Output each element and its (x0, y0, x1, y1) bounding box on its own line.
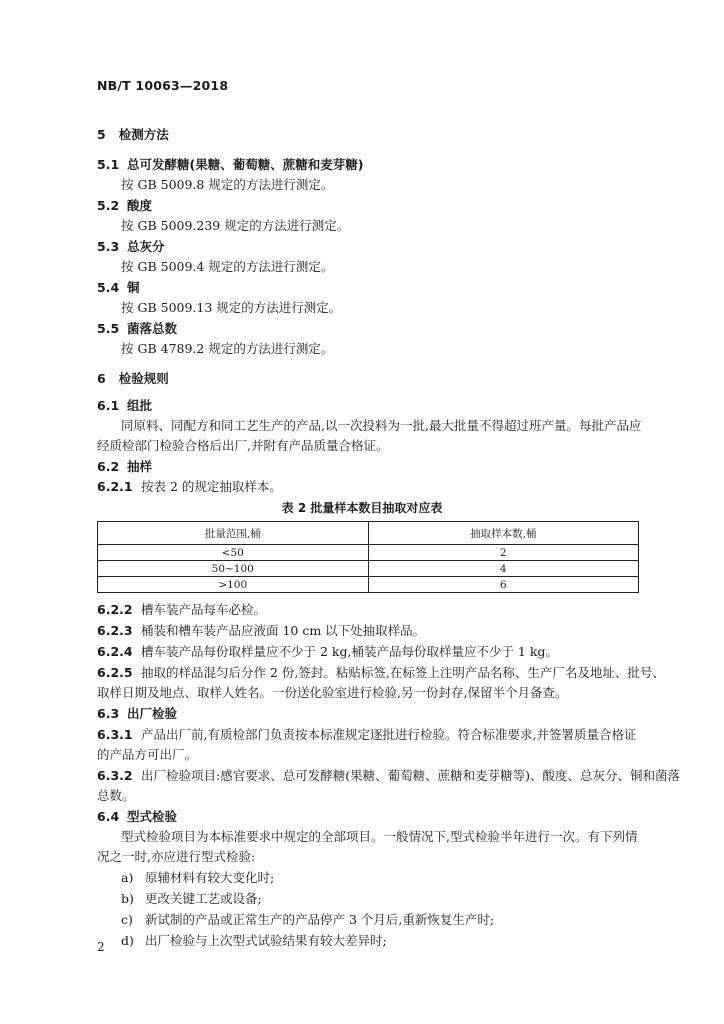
page-number: 2 (97, 940, 105, 954)
clause-6-4-heading: 6.4 型式检验 (97, 809, 178, 824)
list-item: d) 出厂检验与上次型式试验结果有较大差异时; (121, 933, 387, 948)
clause-5-4-text: 按 GB 5009.13 规定的方法进行测定。 (121, 300, 342, 315)
table-row: <50 2 (98, 545, 639, 561)
table-header-sample-count: 抽取样本数,桶 (368, 522, 639, 545)
clause-6-2-5-line2: 取样日期及地点、取样人姓名。一份送化验室进行检验,另一份封存,保留半个月备查。 (97, 685, 568, 700)
clause-5-1-text: 按 GB 5009.8 规定的方法进行测定。 (121, 177, 334, 192)
table-2-title: 表 2 批量样本数目抽取对应表 (281, 501, 443, 515)
section-title: 检测方法 (118, 127, 169, 142)
clause-6-2-2: 6.2.2 槽车装产品每车必检。 (97, 602, 267, 617)
clause-6-4-text-line2: 况之一时,亦应进行型式检验: (97, 849, 256, 864)
list-item: b) 更改关键工艺或设备; (121, 891, 262, 906)
table-row: 50~100 4 (98, 561, 639, 577)
clause-6-2-4: 6.2.4 槽车装产品每份取样量应不少于 2 kg,桶装产品每份取样量应不少于 1 kg。 (97, 644, 558, 659)
clause-6-2-3: 6.2.3 桶装和槽车装产品应液面 10 cm 以下处抽取样品。 (97, 623, 426, 638)
clause-5-2-text: 按 GB 5009.239 规定的方法进行测定。 (121, 218, 350, 233)
table-row: >100 6 (98, 577, 639, 593)
clause-6-2-1: 6.2.1 按表 2 的规定抽取样本。 (97, 479, 282, 494)
section-number: 5 (97, 127, 106, 142)
clause-5-3-heading: 5.3 总灰分 (97, 239, 165, 254)
clause-6-3-heading: 6.3 出厂检验 (97, 706, 178, 721)
list-item: c) 新试制的产品或正常生产的产品停产 3 个月后,重新恢复生产时; (121, 912, 495, 927)
clause-5-5-heading: 5.5 菌落总数 (97, 321, 178, 336)
clause-5-2-heading: 5.2 酸度 (97, 198, 153, 213)
clause-6-3-1-line1: 6.3.1 产品出厂前,有质检部门负责按本标准规定逐批进行检验。符合标准要求,并签署质量合格证 (97, 727, 637, 742)
standard-code: NB/T 10063—2018 (97, 78, 229, 93)
clause-6-3-2-line2: 总数。 (97, 788, 135, 803)
clause-6-1-text-line2: 经质检部门检验合格后出厂,并附有产品质量合格证。 (97, 438, 389, 453)
clause-6-2-5-line1: 6.2.5 抽取的样品混匀后分作 2 份,签封。粘贴标签,在标签上注明产品名称、生产厂名及地址、批号、 (97, 665, 665, 680)
clause-6-1-text-line1: 同原料、同配方和同工艺生产的产品,以一次投料为一批,最大批量不得超过班产量。每批产品应 (121, 418, 642, 433)
table-header-batch-range: 批量范围,桶 (98, 522, 369, 545)
clause-5-4-heading: 5.4 铜 (97, 280, 140, 295)
section-6-heading: 6 检验规则 (97, 371, 169, 386)
clause-5-5-text: 按 GB 4789.2 规定的方法进行测定。 (121, 341, 334, 356)
clause-6-4-text-line1: 型式检验项目为本标准要求中规定的全部项目。一般情况下,型式检验半年进行一次。有下列情 (121, 829, 638, 844)
list-item: a) 原辅材料有较大变化时; (121, 870, 275, 885)
clause-6-1-heading: 6.1 组批 (97, 398, 153, 413)
table-2 (97, 521, 639, 593)
clause-6-3-2-line1: 6.3.2 出厂检验项目:感官要求、总可发酵糖(果糖、葡萄糖、蔗糖和麦芽糖等)、酸度、总灰分、铜和菌落 (97, 768, 680, 783)
clause-6-3-1-line2: 的产品方可出厂。 (97, 747, 198, 762)
clause-5-1-heading: 5.1 总可发酵糖(果糖、葡萄糖、蔗糖和麦芽糖) (97, 157, 364, 172)
clause-6-2-heading: 6.2 抽样 (97, 459, 153, 474)
section-5-heading (97, 127, 169, 143)
clause-5-3-text: 按 GB 5009.4 规定的方法进行测定。 (121, 259, 334, 274)
